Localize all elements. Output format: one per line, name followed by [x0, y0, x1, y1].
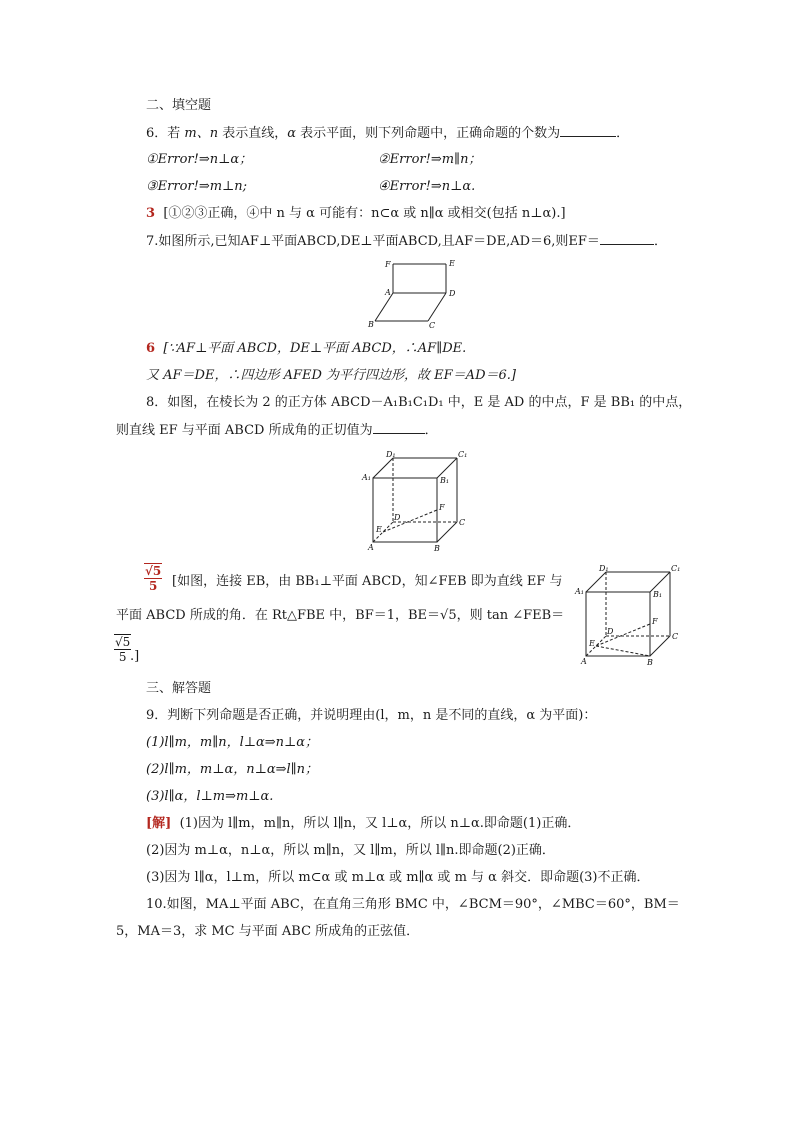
figure-cube-q8 [360, 448, 472, 554]
edge-bc [650, 636, 670, 656]
label-e: E [449, 259, 455, 268]
q7-answer-1 [146, 340, 466, 358]
question-8-line-1: 8．如图，在棱长为 2 的正方体 ABCD－A₁B₁C₁D₁ 中，E 是 AD 的中点，F 是 BB₁ 的中点， [146, 395, 692, 410]
question-8-line-2 [116, 421, 438, 440]
label-e: E [589, 639, 595, 648]
q7-answer-value: 6 [146, 341, 156, 356]
label-f: F [439, 503, 445, 512]
answer-blank [373, 421, 425, 434]
q8-answer-end: .] [130, 649, 140, 664]
cube-front-face [373, 478, 437, 542]
cube-front-face [586, 592, 650, 656]
q8-text: 则直线 EF 与平面 ABCD 所成角的正切值为 [116, 423, 373, 438]
label-d: D [607, 627, 614, 636]
label-c: C [672, 632, 679, 641]
figure-parallelogram-afed [365, 256, 465, 332]
label-d: D [394, 513, 401, 522]
q8-answer-line-2: 平面 ABCD 所成的角．在 Rt△FBE 中，BF＝1，BE＝√5，则 tan ∠FEB＝ [116, 608, 565, 623]
label-b: B [368, 320, 374, 329]
label-a1: A₁ [362, 473, 371, 482]
question-6-stem [146, 124, 629, 143]
q8-end-numerator: √5 [115, 635, 131, 649]
label-d1: D₁ [599, 564, 609, 573]
edge-b1c1 [650, 572, 670, 592]
label-a: A [368, 543, 374, 552]
label-e: E [376, 525, 382, 534]
edge-a1d1 [586, 572, 606, 592]
question-10-line-2: 5，MA＝3，求 MC 与平面 ABC 所成角的正弦值． [116, 924, 420, 939]
q6-answer-value: 3 [146, 206, 156, 221]
q7-answer-text-1: [∵AF⊥平面 ABCD，DE⊥平面 ABCD，∴AF∥DE. [163, 341, 467, 356]
q9-proposition-2: (2)l∥m，m⊥α，n⊥α⇒l∥n； [146, 762, 319, 777]
q6-text-a: 6．若 [146, 126, 185, 141]
question-7-stem [146, 232, 667, 251]
label-c1: C₁ [458, 450, 468, 459]
edge-b1c1 [437, 458, 457, 478]
q8-answer-fraction [144, 563, 162, 593]
q7-end: ． [653, 234, 667, 249]
edge-bc [437, 522, 457, 542]
q8-answer-fraction-end [114, 634, 131, 664]
q6-option-3: ③Error!⇒m⊥n; [146, 179, 248, 194]
q6-answer [146, 205, 566, 223]
q9-proposition-1: (1)l∥m，m∥n，l⊥α⇒n⊥α； [146, 735, 319, 750]
figure-cube-q8-answer [574, 562, 684, 668]
q6-end: ． [616, 126, 630, 141]
solution-tag: [解] [146, 816, 172, 831]
q9-solution-1-text: (1)因为 l∥m，m∥n，所以 l∥n，又 l⊥α，所以 n⊥α.即命题(1)正确． [179, 816, 581, 831]
q8-answer-numerator: √5 [145, 564, 162, 578]
label-f: F [652, 617, 658, 626]
q8-answer-denominator: 5 [148, 579, 158, 593]
label-c: C [459, 518, 466, 527]
q6-var-mn: m、n [184, 126, 219, 141]
q9-solution-3: (3)因为 l∥α，l⊥m，所以 m⊂α 或 m⊥α 或 m∥α 或 m 与 α 斜交．即命题(3)不正确． [146, 870, 650, 885]
question-9-stem: 9．判断下列命题是否正确，并说明理由(l，m，n 是不同的直线，α 为平面)： [146, 708, 597, 723]
q7-answer-2: 又 AF＝DE，∴四边形 AFED 为平行四边形，故 EF＝AD＝6.] [146, 368, 516, 383]
q8-answer-line-1: [如图，连接 EB，由 BB₁⊥平面 ABCD，知∠FEB 即为直线 EF 与 [172, 574, 563, 589]
edge-a1d1 [373, 458, 393, 478]
q6-text-b: 表示直线， [218, 126, 288, 141]
label-f: F [385, 260, 391, 269]
edge-dc [428, 293, 446, 321]
segment-eb [596, 646, 650, 656]
label-a: A [581, 657, 587, 666]
label-d1: D₁ [386, 450, 396, 459]
answer-blank [560, 124, 616, 137]
section-heading-fill-in: 二、填空题 [146, 98, 212, 113]
answer-blank [600, 232, 654, 245]
label-b1: B₁ [653, 590, 663, 599]
q9-solution-1 [146, 815, 580, 833]
q6-var-alpha: α [287, 126, 297, 141]
section-heading-answer: 三、解答题 [146, 681, 212, 696]
edge-ab [375, 293, 393, 321]
q9-solution-2: (2)因为 m⊥α，n⊥α，所以 m∥n，又 l∥m，所以 l∥n.即命题(2)正确． [146, 843, 555, 858]
segment-ef [596, 624, 650, 646]
q9-proposition-3: (3)l∥α，l⊥m⇒m⊥α. [146, 789, 274, 804]
q8-end-denominator: 5 [118, 650, 127, 664]
label-b: B [647, 658, 653, 667]
q8-end: ． [424, 423, 438, 438]
label-a1: A₁ [575, 587, 584, 596]
q6-option-4: ④Error!⇒n⊥α. [378, 179, 476, 194]
label-c1: C₁ [671, 564, 681, 573]
segment-ef [383, 510, 437, 532]
q6-answer-text: [①②③正确，④中 n 与 α 可能有：n⊂α 或 n∥α 或相交(包括 n⊥α).] [163, 206, 566, 221]
q6-option-1: ①Error!⇒n⊥α； [146, 152, 253, 167]
q7-text: 7.如图所示,已知AF⊥平面ABCD,DE⊥平面ABCD,且AF＝DE,AD＝6,则EF＝ [146, 234, 600, 249]
label-b: B [434, 544, 440, 553]
question-10-line-1: 10.如图，MA⊥平面 ABC，在直角三角形 BMC 中，∠BCM＝90°，∠MBC＝60°，BM＝ [146, 897, 680, 912]
label-a: A [385, 288, 391, 297]
label-b1: B₁ [440, 476, 450, 485]
label-c: C [429, 321, 436, 330]
q6-text-c: 表示平面，则下列命题中，正确命题的个数为 [296, 126, 561, 141]
q6-option-2: ②Error!⇒m∥n； [378, 152, 482, 167]
label-d: D [449, 289, 456, 298]
